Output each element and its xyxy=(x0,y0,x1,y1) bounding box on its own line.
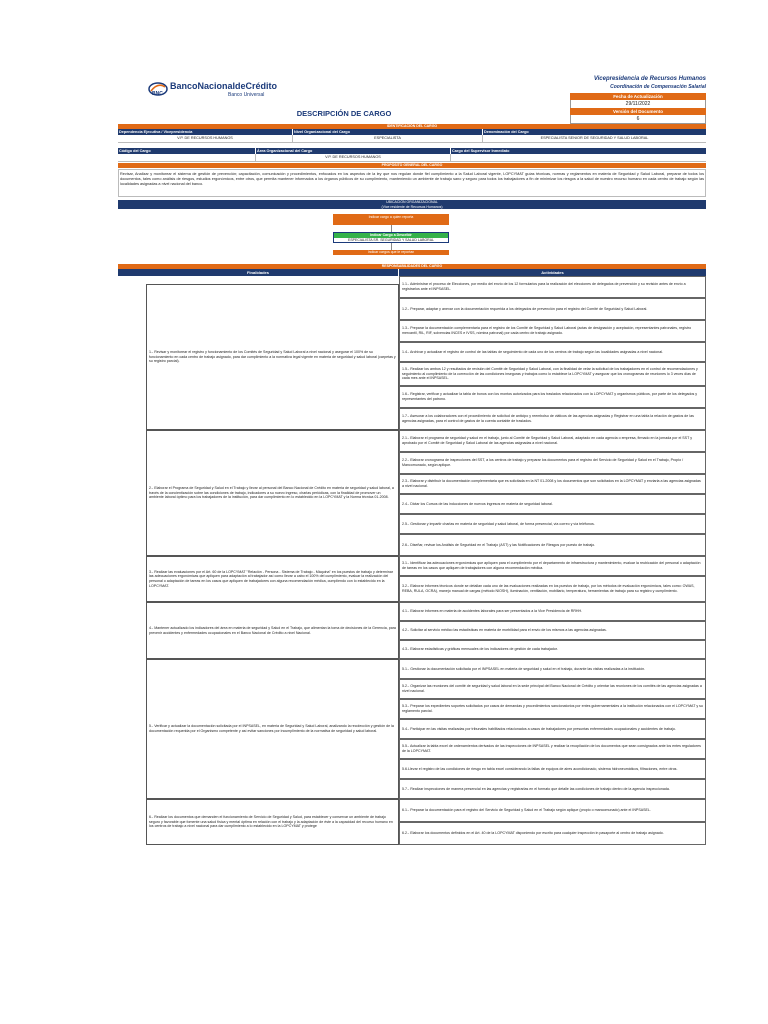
org-subtitle-text: (Vice residente de Recursos Humanos) xyxy=(381,204,443,209)
update-date-value: 29/11/2022 xyxy=(570,100,706,108)
org-position-label: Indicar Cargo a Describir xyxy=(334,233,448,238)
actividad-1-6: 1.6.- Registrar, verificar y actualizar la tabla de bonos con los montos autorizados para los traslados relacionados con la LOPCYMAT y organismos públicos, por parte de los delegados y representantes del patrono. xyxy=(399,386,706,408)
purpose-text: Revisar, Analizar y monitorear el sistema de gestión de prevención; capacitación, comunicación y procedimientos, enfocados en los aspectos de la ley que nos regulan donde fiel cumplimiento a la Salud Laboral vigente, LOPCYMAT guías técnicas, normas y reglamentos en materia de Seguridad y Salud Laboral, preparar de todos los documentos, tales como análisis de riesgos, estudios ergonómicos, entre otros, que permita mantener informados a los órganos públicos de su cumplimiento, manteniendo un ambiente de trabajo sano y seguro para todos los trabajadores a fin de minimizar los riesgos a la salud de nuestro recurso humano en cada centro de trabajo según las localidades asignadas a nivel nacional del banco. xyxy=(118,169,706,197)
actividad-2-6: 2.6.- Diseñar, revisar los Análisis de Seguridad en el Trabajo (AST) y las Notificaciones de Riesgos por puesto de trabajo. xyxy=(399,534,706,556)
document-title: DESCRIPCIÓN DE CARGO xyxy=(296,109,392,118)
vp-subtitle: Coordinación de Compensación Salarial xyxy=(610,84,706,90)
org-reports-to-box: Indicar cargo a quien reporta xyxy=(333,214,449,225)
actividad-1-2: 1.2.- Preparar, adaptar y anexar con la documentación requerida a los delegados de prevención para el registro del Comité de Seguridad y Salud Laboral. xyxy=(399,298,706,320)
finalidad-6: 6.- Realizar los documentos que demanden el funcionamiento de Servicio de Seguridad y Salud, para establecer y conservar un ambiente de trabajo seguro y favorable que fomente una salud física y mental óptima en relación con el trabajo y la adaptación de éste a la capacidad del recurso humano en los centros de trabajo a nivel nacional para dar cumplimiento a lo establecido en la LOPCYMAT y protege xyxy=(146,799,399,845)
version-label: Versión del Documento xyxy=(570,108,706,115)
header-dependencia: Dependencia Ejecutiva / Vicepresidencia xyxy=(118,129,293,135)
col-finalidades: Finalidades xyxy=(118,269,399,276)
bnc-logo-icon xyxy=(148,80,168,98)
org-connector-top xyxy=(391,225,392,232)
responsibilities-header xyxy=(118,269,706,276)
value-supervisor xyxy=(451,154,706,161)
actividad-1-4: 1.4.- Archivar y actualizar el registro de control de las tablas de seguimiento de cada uno de los centros de trabajo según las localidades asignadas a nivel nacional. xyxy=(399,342,706,362)
actividad-2-3: 2.3.- Elaborar y distribuir la documentación complementaria que es solicitada en la NT 01-2008 y los documentos que son solicitados en la LOPCYMAT y enviarla a las agencias asignadas a nivel nacional. xyxy=(399,474,706,494)
org-subordinates-box: Indicar cargos que le reportan xyxy=(333,250,449,255)
actividad-3-1: 3.1.- Identificar las adecuaciones ergonómicas que apliquen para el cumplimiento por el departamento de infraestructura y mantenimiento, evaluar la reubicación del personal o adaptación de tareas en los casos que apliquen de trabajadores con alguna recomendación médica. xyxy=(399,556,706,576)
responsibilities-title: RESPONSABILIDADES DEL CARGO xyxy=(118,264,706,269)
value-codigo xyxy=(118,154,256,161)
actividad-3-2: 3.2.- Elaborar informes técnicos donde se detallan cada uno de las evaluaciones realizadas en los puestos de trabajo, por los métodos de evaluación ergonómicos, tales como: OWAS, REBA, RULA, OCRA), manejo manual de cargas (método NIOSH), iluminación, ventilación, mobiliario, temperatura, herramientas de trabajo para su registro y cumplimiento. xyxy=(399,576,706,602)
header-nivel: Nivel Organizacional del Cargo xyxy=(293,129,483,135)
document-meta xyxy=(570,93,706,124)
actividad-2-1: 2.1.- Elaborar el programa de seguridad y salud en el trabajo, junto al Comité de Seguridad y Salud Laboral, adaptado en cada agencia o empresa, firmado en la jornada por el SST y aprobado por el Comité de Seguridad y Salud Laboral de las agencias asignadas a nivel nacional. xyxy=(399,430,706,452)
value-area: V.P. DE RECURSOS HUMANOS xyxy=(256,154,451,161)
actividad-4-3: 4.3.- Elaborar estadísticas y gráficas mensuales de los indicadores de gestión de cada trabajador. xyxy=(399,640,706,659)
svg-text:BNC: BNC xyxy=(152,91,163,97)
identification-title: IDENTIFICACIÓN DEL CARGO xyxy=(118,124,706,129)
header-area: Área Organizacional del Cargo xyxy=(256,148,451,154)
actividad-2-5: 2.5.- Gestionar y impartir charlas en materia de seguridad y salud laboral, de forma presencial, vía correo y vía teléfonos. xyxy=(399,514,706,534)
org-current-position-box xyxy=(333,232,449,243)
actividad-5-4: 5.4.- Participar en las visitas realizadas por tribunales habilitados relacionados a casos de trabajadores por presuntas enfermedades ocupacionales y accidentes de trabajo. xyxy=(399,719,706,739)
actividad-6-2: 6.2.- Elaborar los documentos definidos en el Art. 40 de la LOPCYMAT disponiendo por escrito para cualquier inspección in pasaporte al centro de trabajo asignado. xyxy=(399,822,706,845)
finalidad-1: 1.- Revisar y monitorear el registro y funcionamiento de los Comités de Seguridad y Salud Laboral a nivel nacional y asegurar el 100% de su funcionamiento en cada centro de trabajo asignado, para dar cumplimiento a la normativa legal vigente en materia de seguridad y salud laboral (carpetas y su registro parcial). xyxy=(146,284,399,430)
bank-subtitle: Banco Universal xyxy=(228,92,265,98)
bank-name: BancoNacionaldeCrédito xyxy=(170,81,278,91)
version-value: 6 xyxy=(570,115,706,124)
actividad-5-6: 5.6.Llevar el registro de las condiciones de riesgo en tabla excel considerando la fallas de equipos de aires acondicionado, sistema hidroneumáticos, filtraciones, entre otros. xyxy=(399,759,706,779)
header-codigo: Código del Cargo xyxy=(118,148,256,154)
org-connector-bottom xyxy=(391,243,392,250)
actividad-5-3: 5.3.- Preparar los expedientes soportes solicitados por casos de demandas y procedimientos sancionatorios por entes gubernamentales a la institución relacionados con el LOPCYMAT y su reglamento parcial. xyxy=(399,699,706,719)
finalidad-5: 5.- Verificar y actualizar la documentación solicitada por el INPSASEL, en materia de Seguridad y Salud Laboral, analizando la recolección y gestión de la documentación requerida por el Organismo competente y así evitar sanciones por incumplimiento de la normativa de seguridad y salud laboral. xyxy=(146,659,399,799)
bank-logo xyxy=(148,76,288,106)
org-title-text: UBICACIÓN ORGANIZACIONAL xyxy=(386,200,438,204)
identification-values-1 xyxy=(118,135,706,143)
actividad-1-1: 1.1.- Administrar el proceso de Elecciones, por medio del envío de los 12 formularios para la realización del elecciones de delegados de prevención y su revisión antes de envío a registrarlos ante el INPSASEL. xyxy=(399,276,706,298)
header-denominacion: Denominación del Cargo xyxy=(484,130,529,134)
finalidad-4: 4.- Mantener actualizado los indicadores del área en materia de seguridad y Salud en el Trabajo, que alimentan la toma de decisiones de la Gerencia, para prevenir accidentes y enfermedades ocupacionales en el Banco Nacional de Crédito a nivel Nacional. xyxy=(146,602,399,659)
actividad-5-7: 5.7.- Realizar inspecciones de manera presencial en las agencias y registrarlas en el formato que detalle las condiciones de trabajo dentro de la agencia inspeccionada. xyxy=(399,779,706,799)
actividad-4-2: 4.2.- Solicitar al servicio médico las estadísticas en materia de morbilidad para el envío de los mismos a las agencias asignadas. xyxy=(399,621,706,640)
vp-title: Vicepresidencia de Recursos Humanos xyxy=(593,76,706,82)
col-actividades: Actividades xyxy=(541,270,564,275)
value-denominacion: ESPECIALISTA SENIOR DE SEGURIDAD Y SALUD LABORAL xyxy=(540,136,649,140)
actividad-2-2: 2.2.- Elaborar cronograma de inspecciones del SST, a los centros de trabajo y preparar los documentos para el registro del Servicio de Seguridad y Salud en el Trabajo, Propio / Mancomunado, según aplique. xyxy=(399,452,706,474)
actividad-1-3: 1.3.- Preparar la documentación complementaria para el registro de los Comité de Seguridad y Salud Laboral (actas de designación y aceptación, representantes patronales, registro mercantil, RIL, RIF, solvencias INCES e IVSS, nómina patronal) por cada centro de trabajo asignado. xyxy=(399,320,706,342)
update-date-label: Fecha de Actualización xyxy=(570,93,706,100)
actividad-2-4: 2.4.- Dictar los Cursos de las inducciones de nuevos ingresos en materia de seguridad laboral. xyxy=(399,494,706,514)
org-title xyxy=(118,200,706,209)
finalidad-3: 3.- Realizar las evaluaciones por el Art. 60 de la LOPCYMAT "Relación - Persona - Sistema de Trabajo - Máquina" en los puestos de trabajo y determinar las adecuaciones ergonómicas que apliquen para adaptación al trabajador así como llevar a cabo el 100% del cumplimiento, evaluar la realización del personal o adaptación de tareas en los casos que apliquen de trabajadores con alguna recomendación médica, cumpliendo con lo establecido en la LOPCYMAT. xyxy=(146,556,399,602)
finalidad-2: 2.- Elaborar el Programa de Seguridad y Salud en el Trabajo y llevar al personal del Banco Nacional de Crédito en materia de seguridad y salud laboral, a través de la concientización sobre las condiciones de trabajo, indicadores a su nuevo ingreso, charlas periódicas, con la finalidad de promover un ambiente laboral óptimo para los trabajadores de la institución, para dar cumplimiento en lo establecido en la LOPCYMAT y la Norma técnica 01-2008. xyxy=(146,430,399,556)
actividad-1-5: 1.5.- Realizar los ambos 12 y resultados de revisión del Comité de Seguridad y Salud Laboral, con la finalidad de velar la solicitud de los trabajadores en el control de recomendaciones y seguimiento al cumplimiento de la corrección de las condiciones inseguras y trabajos como lo establece la LOPCYMAT y asegurar que los cronogramas de reuniones lo 3 veces días de cada mes ante el INPSASEL. xyxy=(399,362,706,386)
actividad-1-7: 1.7.- Asesorar a los colaboradores con el procedimiento de solicitud de anticipo y reembolso de viáticos de las agencias asignadas y Registrar en una tabla la relación de gastos de las agencias asignadas, para el control de gastos de la cuenta contable de traslados. xyxy=(399,408,706,430)
value-nivel: ESPECIALISTA xyxy=(293,135,483,142)
actividad-6-1: 6.1.- Preparar la documentación para el registro del Servicio de Seguridad y Salud en el Trabajo según aplique (propio o mancomunado) ante el INPSASEL. xyxy=(399,799,706,822)
actividad-4-1: 4.1.- Elaborar informes en materia de accidentes laborales para ser presentados a la Vice Presidencia de RRHH. xyxy=(399,602,706,621)
purpose-title: PROPÓSITO GENERAL DEL CARGO xyxy=(118,163,706,168)
value-dependencia: V.P. DE RECURSOS HUMANOS xyxy=(118,135,293,142)
identification-values-2 xyxy=(118,154,706,162)
actividad-5-2: 5.2.- Organizar las reuniones del comité de seguridad y salud laboral en la sede principal del Banco Nacional de Crédito y orientar las reuniones de los comités de las agencias asignadas a nivel nacional. xyxy=(399,679,706,699)
org-position-name: ESPECIALISTA SR. SEGURIDAD Y SALUD LABORAL xyxy=(348,238,434,242)
actividad-5-5: 5.5.- Actualizar la tabla excel de ordenamientos derivados de las inspecciones de INPSASEL y realizar la recopilación de los documentos que sean consignados ante los entes reguladores de la LOPCYMAT. xyxy=(399,739,706,759)
actividad-5-1: 5.1.- Gestionar la documentación solicitada por el INPSASEL en materia de seguridad y salud en el trabajo, durante las visitas realizadas a la institución. xyxy=(399,659,706,679)
header-supervisor: Cargo del Supervisor Inmediato xyxy=(452,149,510,153)
